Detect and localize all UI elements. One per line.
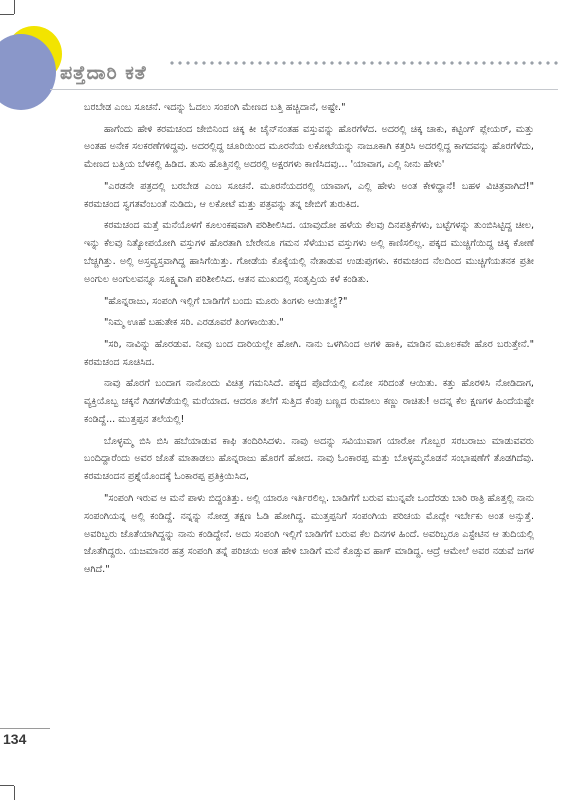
paragraph: "ಸರಿ, ನಾವಿನ್ನು ಹೊರಡುವ. ನೀವು ಬಂದ ದಾರಿಯಲ್ಲೇ ಹೋಗಿ. ನಾನು ಒಳಗಿನಿಂದ ಅಗಳಿ ಹಾಕಿ, ಮಾಡಿನ ಮೂಲಕವೇ ಹೊರ ಬರುತ್ತೇನೆ." ಕರಮಚಂದ ಸೂಚಿಸಿದ. <box>84 338 534 368</box>
footer-divider <box>0 728 50 729</box>
paragraph: ಬೊಳ್ಳಮ್ಮ ಬಿಸಿ ಬಿಸಿ ಹಬೆಯಾಡುವ ಕಾಫಿ ತಂದಿರಿಸಿದಳು. ನಾವು ಅದನ್ನು ಸವಿಯುವಾಗ ಯಾರೋ ಗೊಬ್ಬರ ಸರಬರಾಜು ಮಾಡುವವರು ಬಂದಿದ್ದಾರೆಂದು ಅವರ ಜೊತೆ ಮಾತಾಡಲು ಹೊನ್ನರಾಜು ಹೊರಗೆ ಹೋದ. ನಾವು ಓಂಕಾರಪ್ಪ ಮತ್ತು ಬೊಳ್ಳಮ್ಮನೊಡನೆ ಸಂಭಾಷಣೆಗೆ ತೊಡಗಿದೆವು. ಕರಮಚಂದನ ಪ್ರಶ್ನೆಯೊಂದಕ್ಕೆ ಓಂಕಾರಪ್ಪ ಪ್ರತಿಕ್ರಿಯಿಸಿದ, <box>84 435 534 483</box>
paragraph: "ಹೊನ್ನರಾಜು, ಸಂಪಂಗಿ ಇಲ್ಲಿಗೆ ಬಾಡಿಗೆಗೆ ಬಂದು ಮೂರು ತಿಂಗಳು ಆಯಿತಲ್ವೆ?" <box>104 295 348 307</box>
paragraph: "ಎರಡನೇ ಪತ್ರದಲ್ಲಿ ಬರಬೇಡ ಎಂಬ ಸೂಚನೆ. ಮೂರನೆಯದರಲ್ಲಿ ಯಾವಾಗ, ಎಲ್ಲಿ ಹೇಳು ಅಂತ ಕೇಳಿದ್ದಾನೆ! ಬಹಳ ವಿಚಿತ್ರವಾಗಿದೆ!" ಕರಮಚಂದ ಸ್ವಗತವೆಂಬಂತೆ ನುಡಿದು, ಆ ಲಕೋಟೆ ಮತ್ತು ಪತ್ರವನ್ನು ತನ್ನ ಜೇಬಿಗೆ ತುರುಕಿದ. <box>84 180 534 210</box>
paragraph: ನಾವು ಹೊರಗೆ ಬಂದಾಗ ನಾನೊಂದು ವಿಚಿತ್ರ ಗಮನಿಸಿದೆ. ಪಕ್ಕದ ಪೊದೆಯಲ್ಲಿ ಏನೋ ಸರಿದಂತೆ ಆಯಿತು. ಕತ್ತು ಹೊರಳಿಸಿ ನೋಡಿದಾಗ, ವ್ಯಕ್ತಿಯೊಬ್ಬ ಚಕ್ಕನೆ ಗಿಡಗಳೆಡೆಯಲ್ಲಿ ಮರೆಯಾದ. ಆದರೂ ತಲೆಗೆ ಸುತ್ತಿದ ಕೆಂಪು ಬಣ್ಣದ ರುಮಾಲು ಕಣ್ಣು ರಾಚಿತು! ಅದನ್ನ ಕೆಲ ಕ್ಷಣಗಳ ಹಿಂದೆಯಷ್ಟೇ ಕಂಡಿದ್ದೆ... ಮುತ್ತಪ್ಪನ ತಲೆಯಲ್ಲಿ! <box>84 378 534 425</box>
header-dotted-line <box>168 60 560 66</box>
paragraph: "ನಿಮ್ಮ ಊಹೆ ಬಹುತೇಕ ಸರಿ. ಎರಡೂವರೆ ತಿಂಗಳಾಯಿತು." <box>104 317 284 329</box>
crop-mark-bottom-left-v <box>14 786 15 800</box>
paragraph: ಕರಮಚಂದ ಮತ್ತೆ ಮನೆಯೊಳಗೆ ಕೂಲಂಕಷವಾಗಿ ಪರಿಶೀಲಿಸಿದ. ಯಾವುದೋ ಹಳೆಯ ಕೆಲವು ದಿನಪತ್ರಿಕೆಗಳು, ಬಟ್ಟೆಗಳನ್ನು ತುಂಬಿಸಿಟ್ಟಿದ್ದ ಚೀಲ, ಇನ್ನು ಕೆಲವು ನಿತ್ಯೋಪಯೋಗಿ ವಸ್ತುಗಳ ಹೊರತಾಗಿ ಬೇರೇನೂ ಗಮನ ಸೆಳೆಯುವ ವಸ್ತುಗಳು ಅಲ್ಲಿ ಕಾಣಿಸಲಿಲ್ಲ. ಪಕ್ಕದ ಮುಚ್ಚಿಗೆಯಿದ್ದ ಚಿಕ್ಕ ಕೋಣೆ ಬೆಚ್ಚಗಿತ್ತು. ಅಲ್ಲಿ ಅಸ್ತವ್ಯಸ್ತವಾಗಿದ್ದ ಹಾಸಿಗೆಯಿತ್ತು. ಗೋಡೆಯ ಕೊಕ್ಕೆಯಲ್ಲಿ ನೇತಾಡುವ ಉಡುಪುಗಳು. ಕರಮಚಂದ ನೆಲದಿಂದ ಮುಚ್ಚಿಗೆಯತನಕ ಪ್ರತೀ ಅಂಗುಲ ಅಂಗುಲವನ್ನೂ ಸೂಕ್ಷ್ಮವಾಗಿ ಪರಿಶೀಲಿಸಿದ. ಆತನ ಮುಖದಲ್ಲಿ ಸಂತೃಪ್ತಿಯ ಕಳೆ ಕಂಡಿತು. <box>84 220 534 285</box>
paragraph: ಬರಬೇಡ ಎಂಬ ಸೂಚನೆ. ಇದನ್ನು ಓದಲು ಸಂಪಂಗಿ ಮೇಣದ ಬತ್ತಿ ಹಚ್ಚಿದಾನೆ, ಅಷ್ಟೇ." <box>84 102 346 113</box>
story-body <box>84 99 534 583</box>
page-number: 134 <box>3 731 27 747</box>
crop-mark-top-left-h <box>0 14 14 15</box>
crop-mark-top-left-v <box>14 0 15 14</box>
crop-mark-bottom-left-h <box>0 785 14 786</box>
section-title: ಪತ್ತೆದಾರಿ ಕತೆ <box>60 62 147 84</box>
paragraph: "ಸಂಪಂಗಿ ಇರುವ ಆ ಮನೆ ಪಾಳು ಬಿದ್ದಂತಿತ್ತು. ಅಲ್ಲಿ ಯಾರೂ ಇರ್ತಿರಲಿಲ್ಲ. ಬಾಡಿಗೆಗೆ ಬರುವ ಮುನ್ನವೇ ಒಂದೆರಡು ಬಾರಿ ರಾತ್ರಿ ಹೊತ್ತಲ್ಲಿ ನಾನು ಸಂಪಂಗಿಯನ್ನ ಅಲ್ಲಿ ಕಂಡಿದ್ದೆ. ನನ್ನನ್ನು ನೋಡ್ತ ತಕ್ಷಣ ಓಡಿ ಹೋಗಿದ್ದ. ಮುತ್ತಪ್ಪನಿಗೆ ಸಂಪಂಗಿಯ ಪರಿಚಯ ಮೊದ್ಲೇ ಇರ್ಬೇಕು ಅಂತ ಅನ್ಸುತ್ತೆ. ಅವರಿಬ್ಬರು ಜೊತೆಯಾಗಿದ್ದನ್ನು ನಾನು ಕಂಡಿದ್ದೇನೆ. ಅದು ಸಂಪಂಗಿ ಇಲ್ಲಿಗೆ ಬಾಡಿಗೆಗೆ ಬರುವ ಕೆಲ ದಿನಗಳ ಹಿಂದೆ. ಅವರಿಬ್ಬರೂ ಎಸ್ಟೇಟಿನ ಆ ತುದಿಯಲ್ಲಿ ಜೊತೆಗಿದ್ದರು. ಯಜಮಾನರ ಹತ್ರ ಸಂಪಂಗಿ ತನ್ನೆ ಪರಿಚಯ ಅಂತ ಹೇಳಿ ಬಾಡಿಗೆ ಮನೆ ಕೊಡ್ಸುವ ಹಾಗ್ ಮಾಡಿದ್ದ. ಆದ್ರೆ ಆಮೇಲೆ ಅವರ ನಡುವೆ ಜಗಳ ಆಗಿದೆ." <box>84 492 534 576</box>
paragraph: ಹಾಗೆಂದು ಹೇಳಿ ಕರಮಚಂದ ಜೇಬಿನಿಂದ ಚಿಕ್ಕ ಕೀ ಚೈನ್‌ನಂತಹ ವಸ್ತುವನ್ನು ಹೊರಗೆಳೆದ. ಅದರಲ್ಲಿ ಚಿಕ್ಕ ಚಾಕು, ಕಟ್ಟಿಂಗ್ ಪ್ಲೇಯರ್, ಮತ್ತು ಅಂತಹ ಅನೇಕ ಸಲಕರಣೆಗಳಿದ್ದವು. ಅದರಲ್ಲಿದ್ದ ಚೂರಿಯಿಂದ ಮೂರನೆಯ ಲಕೋಟೆಯನ್ನು ನಾಜೂಕಾಗಿ ಕತ್ತರಿಸಿ ಅದರಲ್ಲಿದ್ದ ಕಾಗದವನ್ನು ಹೊರಗೆಳೆದು, ಮೇಣದ ಬತ್ತಿಯ ಬೆಳಕಲ್ಲಿ ಹಿಡಿದ. ತುಸು ಹೊತ್ತಿನಲ್ಲಿ ಅದರಲ್ಲಿ ಅಕ್ಷರಗಳು ಕಾಣಿಸಿದವು... 'ಯಾವಾಗ, ಎಲ್ಲಿ ನೀನು ಹೇಳು' <box>84 123 534 171</box>
header-divider <box>50 89 558 90</box>
